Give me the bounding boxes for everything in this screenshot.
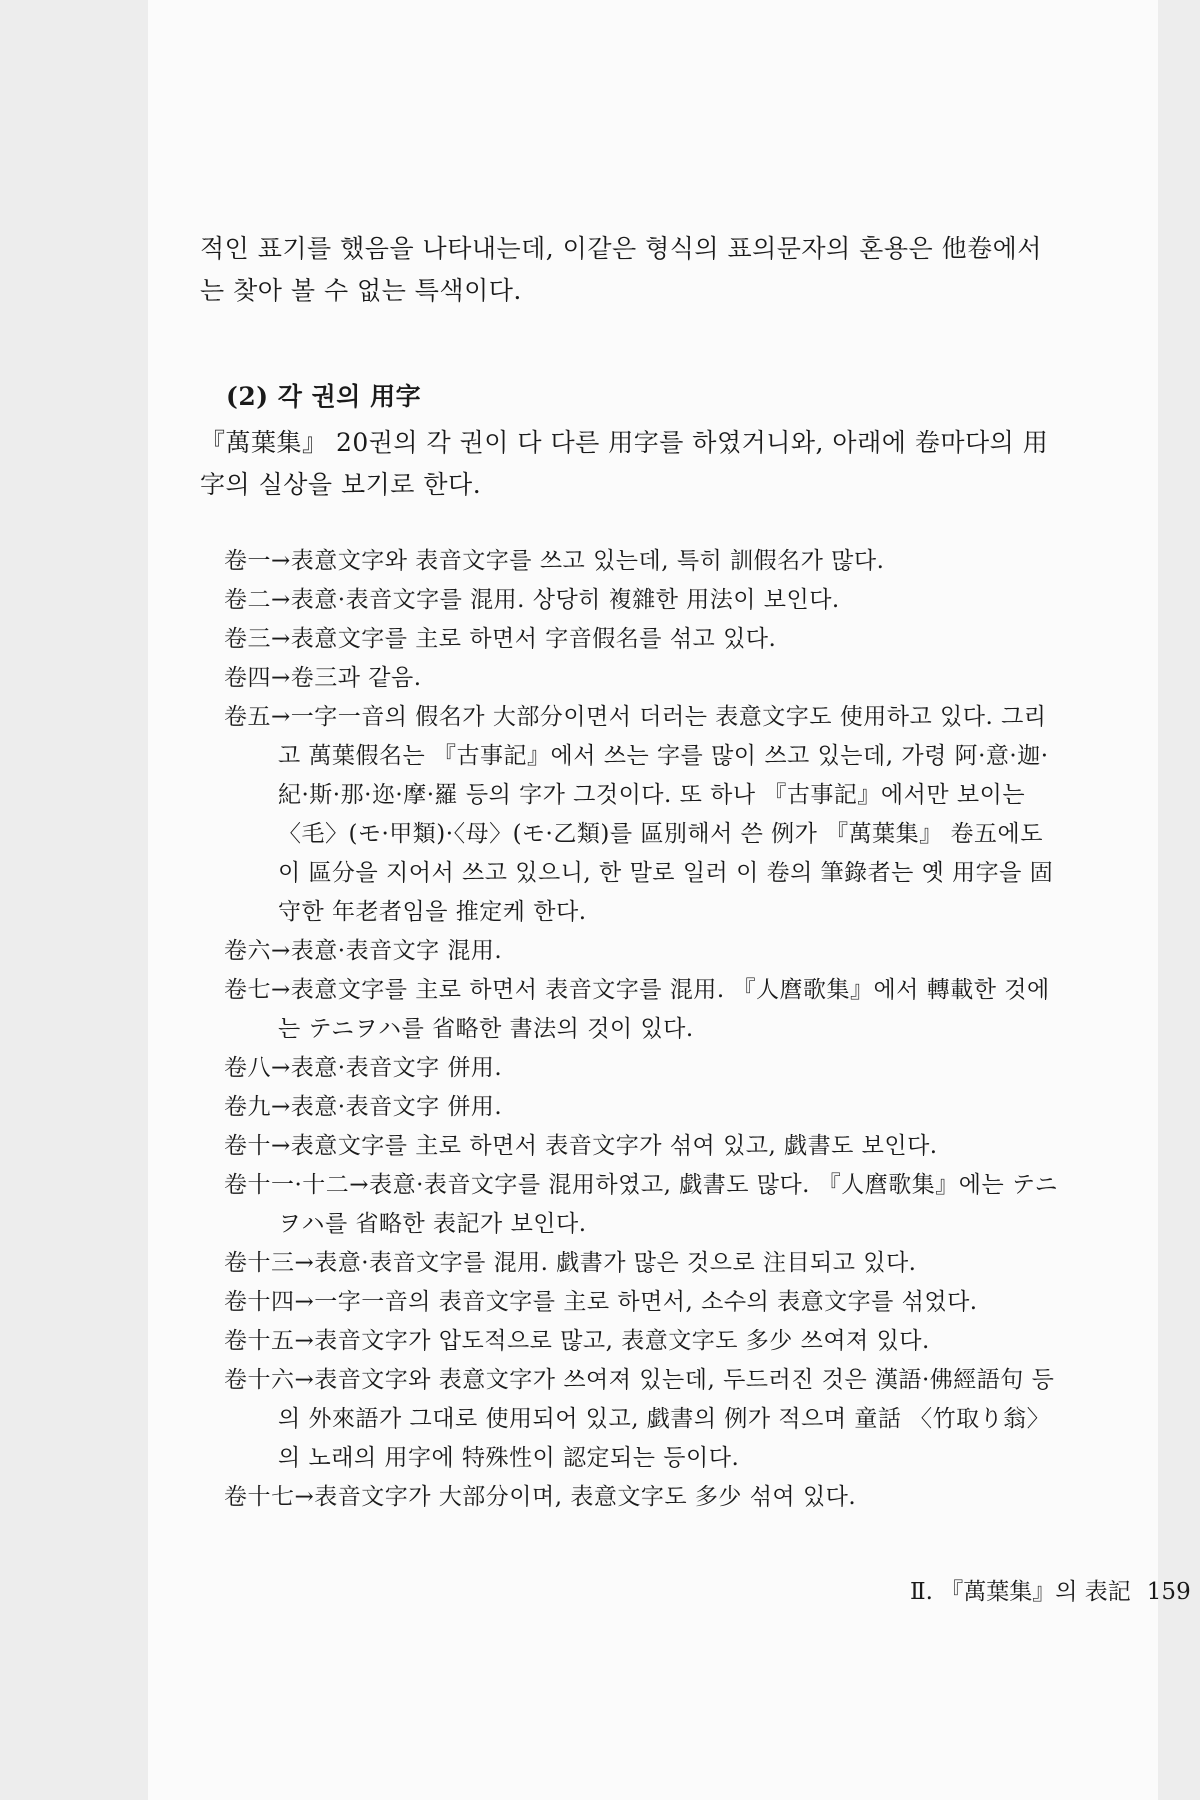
- list-item: 卷二→表意·表音文字를 混用. 상당히 複雜한 用法이 보인다.: [224, 587, 840, 613]
- list-item: 卷十四→一字一音의 表音文字를 主로 하면서, 소수의 表意文字를 섞었다.: [224, 1289, 978, 1315]
- list-item: 卷十→表意文字를 主로 하면서 表音文字가 섞여 있고, 戯書도 보인다.: [224, 1133, 938, 1159]
- list-item: 卷一→表意文字와 表音文字를 쓰고 있는데, 특히 訓假名가 많다.: [224, 548, 885, 574]
- list-item: 卷十三→表意·表音文字를 混用. 戯書가 많은 것으로 注目되고 있다.: [224, 1250, 917, 1276]
- list-item: 卷十一·十二→表意·表音文字를 混用하였고, 戯書도 많다. 『人麿歌集』에는 テニヲハ를 省略한 表記가 보인다.: [224, 1172, 1059, 1237]
- list-item: 卷七→表意文字를 主로 하면서 表音文字를 混用. 『人麿歌集』에서 轉載한 것에는 テニヲハ를 省略한 書法의 것이 있다.: [224, 977, 1050, 1042]
- section-paragraph: 『萬葉集』 20권의 각 권이 다 다른 用字를 하였거니와, 아래에 卷마다의 用字의 실상을 보기로 한다.: [200, 428, 1049, 499]
- page-footer: [910, 1573, 1191, 1606]
- section-heading: (2) 각 권의 用字: [226, 382, 422, 411]
- list-item: 卷九→表意·表音文字 併用.: [224, 1094, 503, 1120]
- page-number: 159: [1146, 1579, 1191, 1605]
- page-body: [200, 228, 1060, 1517]
- list-item: 卷十五→表音文字가 압도적으로 많고, 表意文字도 多少 쓰여져 있다.: [224, 1328, 930, 1354]
- list-item: 卷五→一字一音의 假名가 大部分이면서 더러는 表意文字도 使用하고 있다. 그리고 萬葉假名는 『古事記』에서 쓰는 字를 많이 쓰고 있는데, 가령 阿·意·迦·紀·斯·那·迩·摩·羅 등의 字가 그것이다. 또 하나 『古事記』에서만 보이는 〈毛〉(モ·甲類)·〈母〉(モ·乙類)를 區別해서 쓴 例가 『萬葉集』 卷五에도 이 區分을 지어서 쓰고 있으니, 한 말로 일러 이 卷의 筆錄者는 옛 用字을 固守한 年老者임을 推定케 한다.: [224, 704, 1054, 925]
- list-item: 卷十七→表音文字가 大部分이며, 表意文字도 多少 섞여 있다.: [224, 1484, 857, 1510]
- book-page: [148, 0, 1191, 1800]
- list-item: 卷六→表意·表音文字 混用.: [224, 938, 503, 964]
- volume-list: [200, 542, 1060, 1517]
- running-title: Ⅱ. 『萬葉集』의 表記: [910, 1579, 1131, 1605]
- list-item: 卷四→卷三과 같음.: [224, 665, 422, 691]
- list-item: 卷八→表意·表音文字 併用.: [224, 1055, 503, 1081]
- intro-paragraph: 적인 표기를 했음을 나타내는데, 이같은 형식의 표의문자의 혼용은 他卷에서는 찾아 볼 수 없는 특색이다.: [200, 234, 1042, 305]
- list-item: 卷十六→表音文字와 表意文字가 쓰여져 있는데, 두드러진 것은 漢語·佛經語句 등의 外來語가 그대로 使用되어 있고, 戯書의 例가 적으며 童話 〈竹取り翁〉의 노래의 用字에 特殊性이 認定되는 등이다.: [224, 1367, 1055, 1471]
- list-item: 卷三→表意文字를 主로 하면서 字音假名를 섞고 있다.: [224, 626, 777, 652]
